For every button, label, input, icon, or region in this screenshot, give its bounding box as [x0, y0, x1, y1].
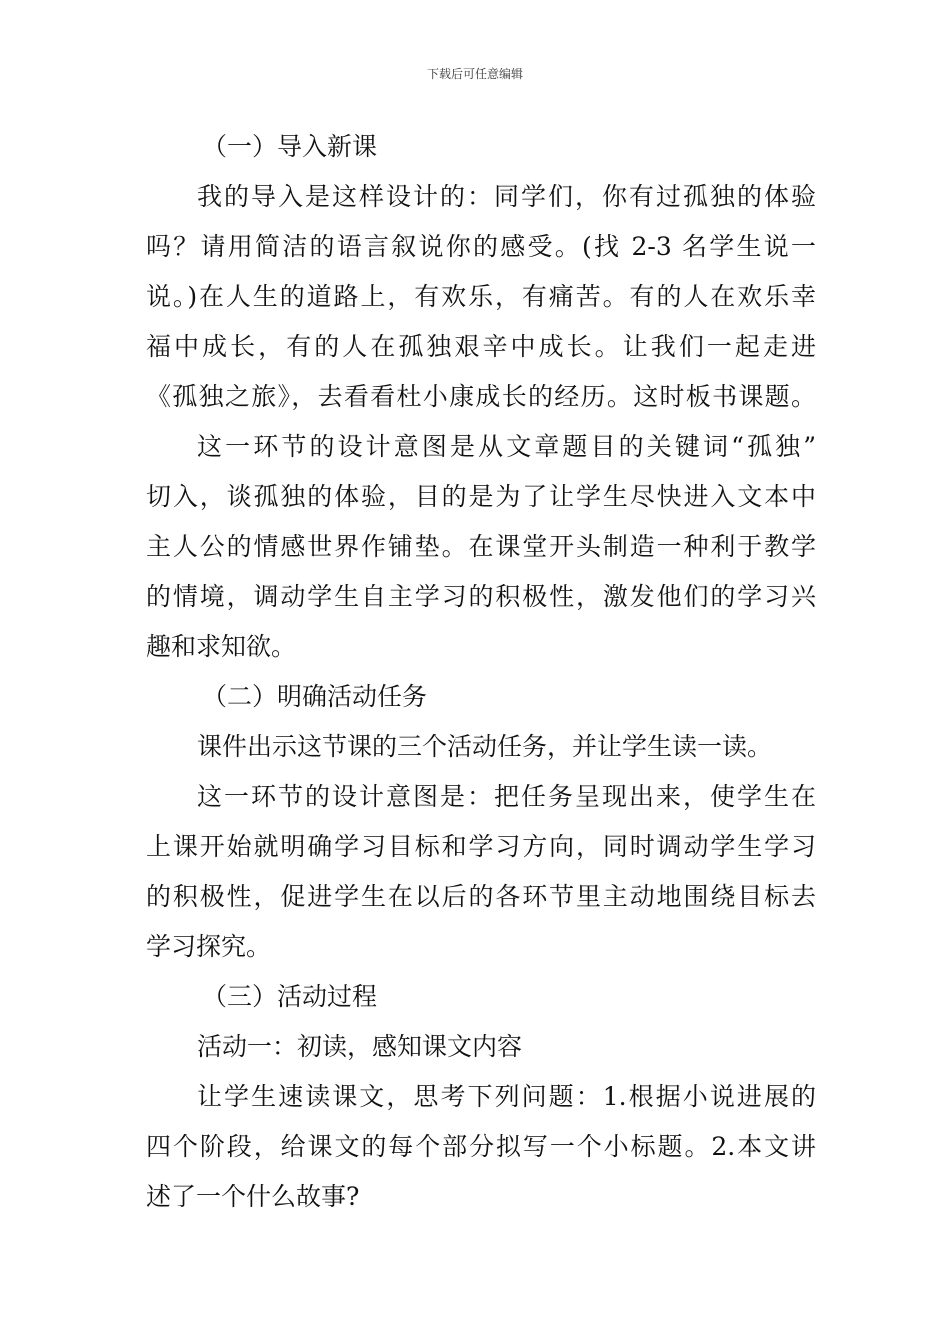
- paragraph-line: 《孤独之旅》，去看看杜小康成长的经历。这时板书课题。: [146, 382, 816, 411]
- document-body: [146, 122, 816, 1222]
- paragraph-line: 福中成长，有的人在孤独艰辛中成长。让我们一起走进: [146, 332, 816, 361]
- paragraph: [146, 172, 816, 422]
- paragraph-line: 四个阶段，给课文的每个部分拟写一个小标题。2.本文讲: [146, 1132, 816, 1161]
- paragraph-line: 这一环节的设计意图是从文章题目的关键词“孤独”: [197, 432, 816, 461]
- paragraph: [146, 1072, 816, 1222]
- section-heading: （一）导入新课: [202, 132, 378, 161]
- paragraph-line: 上课开始就明确学习目标和学习方向，同时调动学生学习: [146, 832, 816, 861]
- paragraph-line: 活动一：初读，感知课文内容: [197, 1032, 523, 1061]
- section-heading: （二）明确活动任务: [202, 682, 428, 711]
- paragraph-line: 吗？请用简洁的语言叙说你的感受。(找 2-3 名学生说一: [146, 232, 816, 261]
- paragraph: [146, 1022, 816, 1072]
- paragraph-line: 趣和求知欲。: [146, 632, 297, 661]
- paragraph-line: 让学生速读课文，思考下列问题：1.根据小说进展的: [197, 1082, 816, 1111]
- section-heading: （三）活动过程: [202, 982, 378, 1011]
- paragraph: [146, 772, 816, 972]
- paragraph-line: 的积极性，促进学生在以后的各环节里主动地围绕目标去: [146, 882, 816, 911]
- paragraph: [146, 722, 816, 772]
- paragraph-line: 课件出示这节课的三个活动任务，并让学生读一读。: [197, 732, 773, 761]
- page-header-note: 下载后可任意编辑: [426, 67, 523, 81]
- paragraph: [146, 422, 816, 672]
- paragraph-line: 的情境，调动学生自主学习的积极性，激发他们的学习兴: [146, 582, 816, 611]
- paragraph-line: 学习探究。: [146, 932, 272, 961]
- paragraph-line: 我的导入是这样设计的：同学们，你有过孤独的体验: [197, 182, 816, 211]
- paragraph-line: 主人公的情感世界作铺垫。在课堂开头制造一种利于教学: [146, 532, 816, 561]
- paragraph-line: 说。)在人生的道路上，有欢乐，有痛苦。有的人在欢乐幸: [146, 282, 816, 311]
- paragraph-line: 切入，谈孤独的体验，目的是为了让学生尽快进入文本中: [146, 482, 816, 511]
- paragraph-line: 述了一个什么故事?: [146, 1182, 360, 1211]
- paragraph-line: 这一环节的设计意图是：把任务呈现出来，使学生在: [197, 782, 816, 811]
